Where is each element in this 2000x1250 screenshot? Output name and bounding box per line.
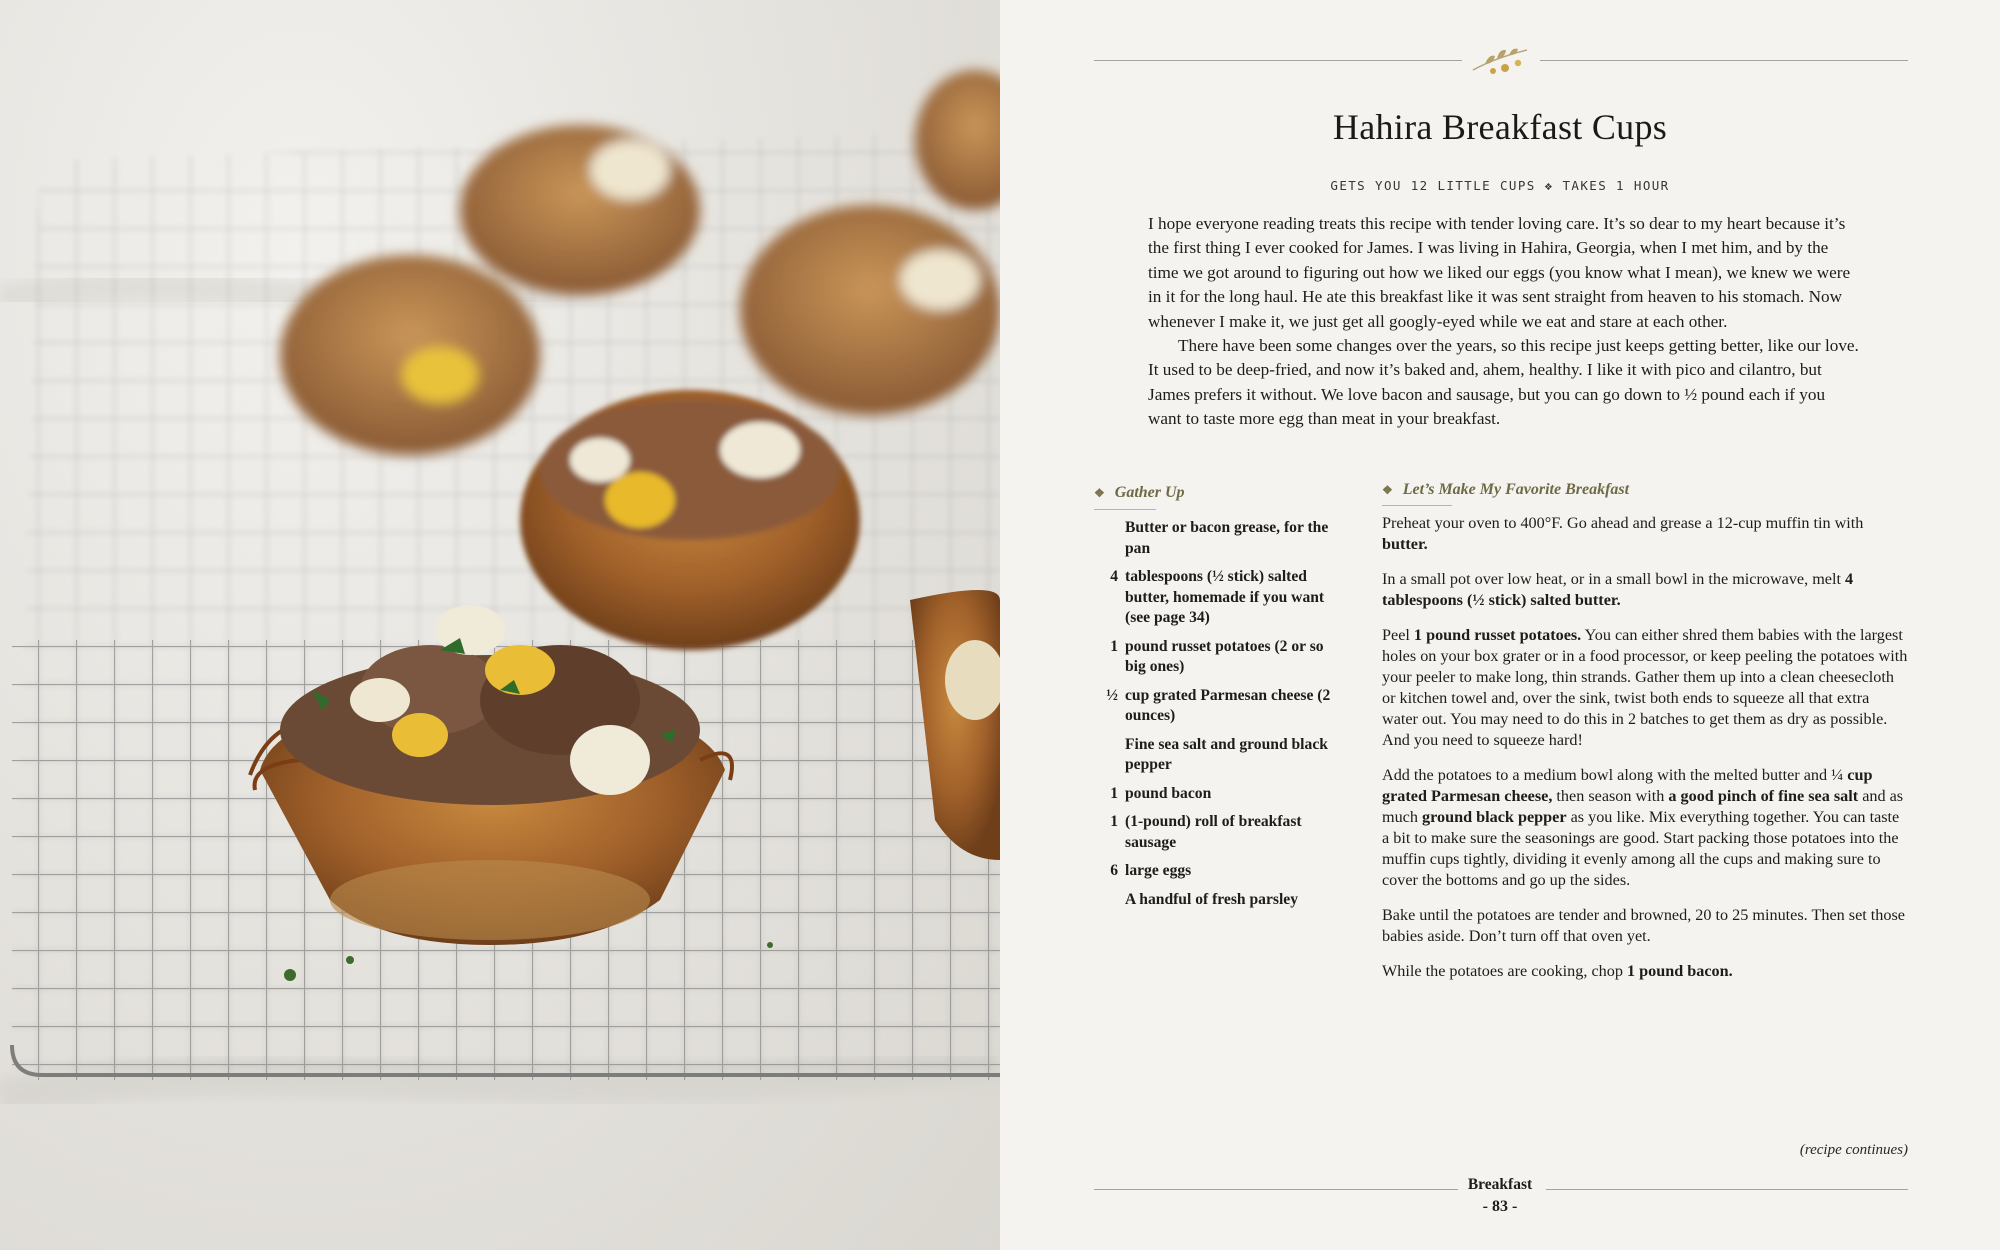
ingredient-qty: 1 [1110,637,1118,655]
step-text: Peel [1382,626,1414,644]
step-ingredient-bold: ground black pepper [1422,808,1567,826]
sprig-ornament-icon [1465,44,1535,80]
ingredient-name: Fine sea salt and ground black pepper [1125,735,1328,773]
recipe-meta [1000,178,2000,193]
recipe-intro [1148,212,1862,432]
ingredient-name: A handful of fresh parsley [1125,890,1299,908]
ingredient-item [1094,686,1344,727]
ingredient-name: (1-pound) roll of breakfast sausage [1125,813,1302,851]
ingredient-qty [1094,518,1125,559]
recipe-page [1000,0,2000,1250]
ingredient-item [1094,890,1344,911]
page-number: - 83 - [1482,1198,1518,1215]
time-text: TAKES 1 HOUR [1562,178,1670,193]
diamond-icon: ❖ [1382,483,1393,497]
method-step [1382,961,1908,982]
step-ingredient-bold: butter. [1382,535,1428,553]
intro-paragraph: There have been some changes over the years, so this recipe just keeps getting better, like our love. It used to be deep-fried, and now it’s baked and, ahem, healthy. I like it with pico and cilantro, but James prefers it without. We love bacon and sausage, but you can go down to ½ pound each if you want to taste more egg than meat in your breakfast. [1148,336,1859,429]
step-text: Preheat your oven to 400°F. Go ahead and grease a 12-cup muffin tin with [1382,514,1864,532]
method-rule [1382,505,1452,506]
step-text: You can either shred them babies with the largest holes on your box grater or in a food processor, or keep peeling the potatoes with your peeler to make long, thin strands. Gather them up into a clean cheesecloth or kitchen towel and, over the sink, twist both ends to squeeze all that extra water out. You may need to do this in 2 batches to get them as dry as possible. And you need to squeeze hard! [1382,626,1908,749]
ingredient-name: pound russet potatoes (2 or so big ones) [1125,637,1324,675]
method-step [1382,765,1908,891]
ingredient-name: large eggs [1125,862,1192,879]
ingredient-item [1094,812,1344,853]
intro-paragraph: I hope everyone reading treats this recipe with tender loving care. It’s so dear to my heart because it’s the first thing I ever cooked for James. I was living in Hahira, Georgia, when I met him, and by the time we got around to figuring out how we liked our eggs (you know what I mean), we knew we were in it for the long haul. He ate this breakfast like it was sent straight from heaven to his stomach. Now whenever I make it, we just get all googly-eyed while we eat and stare at each other. [1148,214,1851,331]
ingredient-qty: 1 [1110,813,1118,830]
step-text: Add the potatoes to a medium bowl along with the melted butter and ¼ [1382,766,1848,784]
meta-separator: ❖ [1544,178,1554,193]
step-text: While the potatoes are cooking, chop [1382,962,1627,980]
method-steps [1382,513,1908,996]
step-ingredient-bold: 1 pound russet potatoes. [1413,626,1582,644]
ingredient-name: pound bacon [1125,784,1212,802]
step-text: then season with [1552,787,1669,805]
ingredient-name: cup grated Parmesan cheese (2 ounces) [1125,686,1331,724]
yield-text: GETS YOU 12 LITTLE CUPS [1330,178,1536,193]
gather-rule [1094,509,1156,510]
ingredient-qty: ½ [1106,686,1118,704]
ingredient-item [1094,861,1344,882]
method-step [1382,569,1908,611]
ingredient-qty: 1 [1110,784,1118,802]
ingredient-name: tablespoons (½ stick) salted butter, homemade if you want (see page 34) [1125,568,1325,626]
method-heading [1382,481,1629,499]
ingredient-name: Butter or bacon grease, for the pan [1125,519,1329,557]
ingredient-qty [1094,890,1125,911]
ingredient-item [1094,518,1344,559]
recipe-continues-note: (recipe continues) [1799,1142,1908,1158]
step-text: In a small pot over low heat, or in a small bowl in the microwave, melt [1382,570,1846,588]
diamond-icon: ❖ [1094,486,1105,500]
ingredient-list [1094,518,1344,918]
step-text: Bake until the potatoes are tender and browned, 20 to 25 minutes. Then set those babies aside. Don’t turn off that oven yet. [1382,906,1905,945]
method-step [1382,513,1908,555]
step-ingredient-bold: cup grated Parmesan cheese, [1382,766,1873,805]
recipe-title: Hahira Breakfast Cups [1332,107,1668,147]
method-heading-text: Let’s Make My Favorite Breakfast [1402,481,1630,498]
ingredient-qty: 4 [1110,568,1118,585]
gather-up-heading [1094,484,1185,502]
ingredient-item [1094,735,1344,776]
method-step [1382,625,1908,751]
method-step [1382,905,1908,947]
ingredient-item [1094,637,1344,678]
step-text: and as much [1382,787,1904,826]
step-ingredient-bold: 4 tablespoons (½ stick) salted butter. [1382,570,1854,609]
gather-heading-text: Gather Up [1114,484,1185,501]
step-ingredient-bold: 1 pound bacon. [1626,962,1733,980]
step-text: as you like. Mix everything together. You can taste a bit to make sure the seasonings are good. Start packing those potatoes into the muffin cups tightly, dividing it evenly among all the cups and making sure to cover the bottoms and go up the sides. [1382,808,1900,889]
ingredient-qty [1094,735,1125,776]
ingredient-qty: 6 [1110,862,1118,879]
footer-section-name: Breakfast [1467,1176,1533,1193]
ingredient-item [1094,784,1344,805]
step-ingredient-bold: a good pinch of fine sea salt [1668,787,1859,805]
ingredient-item [1094,567,1344,629]
